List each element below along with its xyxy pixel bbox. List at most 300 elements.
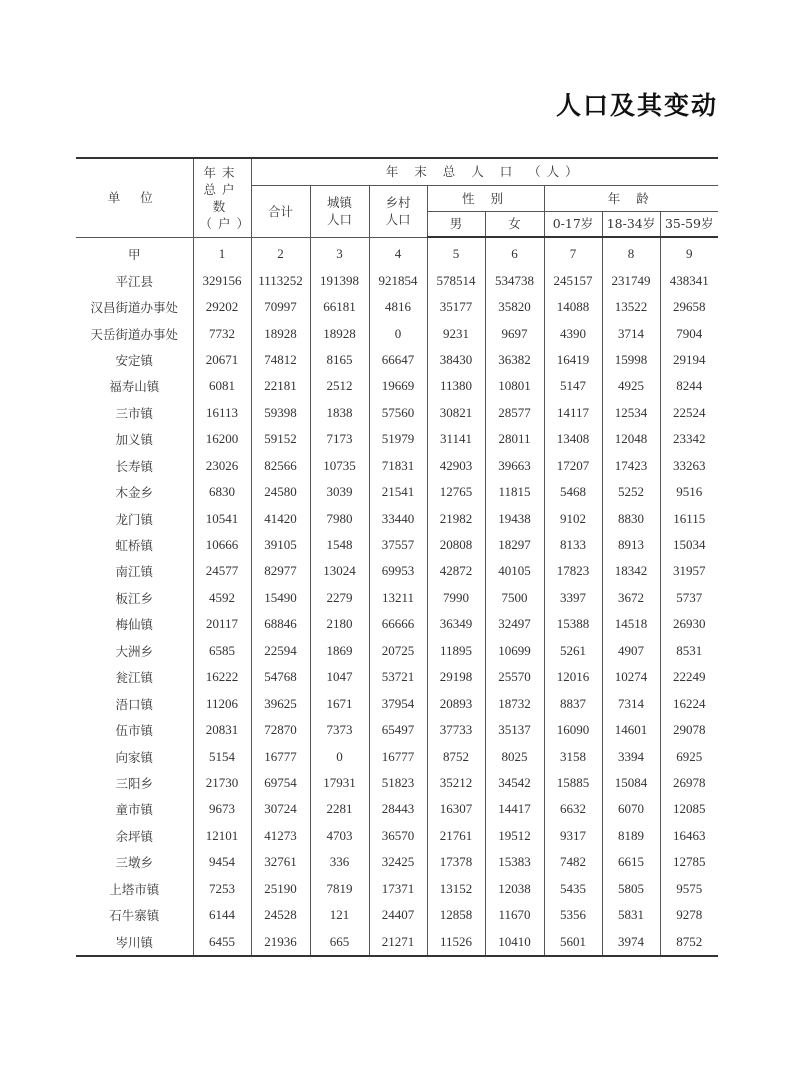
table-row xyxy=(76,690,718,716)
value-cell: 41420 xyxy=(251,505,310,531)
value-cell: 20671 xyxy=(193,347,251,373)
value-cell: 1838 xyxy=(310,400,369,426)
value-cell: 12534 xyxy=(602,400,660,426)
value-cell: 82977 xyxy=(251,558,310,584)
table-row xyxy=(76,267,718,293)
value-cell: 15490 xyxy=(251,585,310,611)
value-cell: 21936 xyxy=(251,928,310,955)
unit-name-cell: 长寿镇 xyxy=(115,458,153,474)
value-cell: 21761 xyxy=(427,823,485,849)
value-cell: 8133 xyxy=(544,532,602,558)
header-male: 男 xyxy=(427,211,485,237)
value-cell: 2180 xyxy=(310,611,369,637)
value-cell: 17423 xyxy=(602,453,660,479)
value-cell: 4925 xyxy=(602,373,660,399)
value-cell: 9231 xyxy=(427,320,485,346)
value-cell: 9317 xyxy=(544,823,602,849)
value-cell: 72870 xyxy=(251,717,310,743)
value-cell: 7904 xyxy=(660,320,718,346)
header-total: 合计 xyxy=(251,185,310,237)
value-cell: 4592 xyxy=(193,585,251,611)
table-row xyxy=(76,532,718,558)
page-title: 人口及其变动 xyxy=(555,91,718,120)
table-row xyxy=(76,664,718,690)
value-cell: 33440 xyxy=(369,505,427,531)
value-cell: 7980 xyxy=(310,505,369,531)
value-cell: 8837 xyxy=(544,690,602,716)
value-cell: 26978 xyxy=(660,770,718,796)
value-cell: 6925 xyxy=(660,743,718,769)
value-cell: 51979 xyxy=(369,426,427,452)
value-cell: 7990 xyxy=(427,585,485,611)
value-cell: 59152 xyxy=(251,426,310,452)
value-cell: 6070 xyxy=(602,796,660,822)
value-cell: 245157 xyxy=(544,267,602,293)
table-row xyxy=(76,347,718,373)
value-cell: 37954 xyxy=(369,690,427,716)
value-cell: 8830 xyxy=(602,505,660,531)
table-row xyxy=(76,611,718,637)
value-cell: 6830 xyxy=(193,479,251,505)
table-row xyxy=(76,558,718,584)
value-cell: 18297 xyxy=(485,532,544,558)
value-cell: 22249 xyxy=(660,664,718,690)
header-unit: 单 位 xyxy=(76,158,193,237)
value-cell: 5 xyxy=(427,237,485,267)
value-cell: 29202 xyxy=(193,294,251,320)
value-cell: 35137 xyxy=(485,717,544,743)
value-cell: 8752 xyxy=(427,743,485,769)
value-cell: 23342 xyxy=(660,426,718,452)
unit-name-cell: 板江乡 xyxy=(115,590,153,606)
value-cell: 57560 xyxy=(369,400,427,426)
value-cell: 15034 xyxy=(660,532,718,558)
value-cell: 13211 xyxy=(369,585,427,611)
table-row xyxy=(76,453,718,479)
value-cell: 32425 xyxy=(369,849,427,875)
value-cell: 16777 xyxy=(369,743,427,769)
value-cell: 51823 xyxy=(369,770,427,796)
value-cell: 231749 xyxy=(602,267,660,293)
value-cell: 12101 xyxy=(193,823,251,849)
value-cell: 21541 xyxy=(369,479,427,505)
value-cell: 3672 xyxy=(602,585,660,611)
value-cell: 3039 xyxy=(310,479,369,505)
value-cell: 31957 xyxy=(660,558,718,584)
value-cell: 6144 xyxy=(193,902,251,928)
value-cell: 9102 xyxy=(544,505,602,531)
value-cell: 121 xyxy=(310,902,369,928)
value-cell: 20725 xyxy=(369,638,427,664)
value-cell: 5805 xyxy=(602,876,660,902)
value-cell: 20808 xyxy=(427,532,485,558)
value-cell: 39105 xyxy=(251,532,310,558)
value-cell: 16115 xyxy=(660,505,718,531)
value-cell: 8165 xyxy=(310,347,369,373)
value-cell: 26930 xyxy=(660,611,718,637)
value-cell: 12858 xyxy=(427,902,485,928)
value-cell: 82566 xyxy=(251,453,310,479)
unit-name-cell: 南江镇 xyxy=(115,564,153,580)
value-cell: 11380 xyxy=(427,373,485,399)
value-cell: 39663 xyxy=(485,453,544,479)
unit-name-cell: 伍市镇 xyxy=(115,723,153,739)
value-cell: 5435 xyxy=(544,876,602,902)
value-cell: 3158 xyxy=(544,743,602,769)
value-cell: 42872 xyxy=(427,558,485,584)
value-cell: 13408 xyxy=(544,426,602,452)
value-cell: 35177 xyxy=(427,294,485,320)
value-cell: 438341 xyxy=(660,267,718,293)
value-cell: 25570 xyxy=(485,664,544,690)
header-urban: 城镇人口 xyxy=(310,185,369,237)
value-cell: 32761 xyxy=(251,849,310,875)
value-cell: 5252 xyxy=(602,479,660,505)
value-cell: 9697 xyxy=(485,320,544,346)
value-cell: 1548 xyxy=(310,532,369,558)
value-cell: 10801 xyxy=(485,373,544,399)
unit-name-cell: 上塔市镇 xyxy=(109,881,160,897)
value-cell: 28011 xyxy=(485,426,544,452)
value-cell: 4703 xyxy=(310,823,369,849)
value-cell: 1869 xyxy=(310,638,369,664)
value-cell: 30821 xyxy=(427,400,485,426)
value-cell: 7173 xyxy=(310,426,369,452)
value-cell: 24577 xyxy=(193,558,251,584)
value-cell: 2279 xyxy=(310,585,369,611)
value-cell: 4907 xyxy=(602,638,660,664)
value-cell: 70997 xyxy=(251,294,310,320)
unit-name-cell: 安定镇 xyxy=(115,352,153,368)
value-cell: 25190 xyxy=(251,876,310,902)
value-cell: 5601 xyxy=(544,928,602,955)
header-rural: 乡村人口 xyxy=(369,185,427,237)
value-cell: 36349 xyxy=(427,611,485,637)
value-cell: 32497 xyxy=(485,611,544,637)
value-cell: 18342 xyxy=(602,558,660,584)
value-cell: 534738 xyxy=(485,267,544,293)
value-cell: 69953 xyxy=(369,558,427,584)
value-cell: 9 xyxy=(660,237,718,267)
value-cell: 13522 xyxy=(602,294,660,320)
value-cell: 66666 xyxy=(369,611,427,637)
value-cell: 20117 xyxy=(193,611,251,637)
value-cell: 7253 xyxy=(193,876,251,902)
value-cell: 16307 xyxy=(427,796,485,822)
value-cell: 6 xyxy=(485,237,544,267)
value-cell: 14601 xyxy=(602,717,660,743)
header-sex-group: 性 别 xyxy=(427,185,544,211)
unit-name-cell: 福寿山镇 xyxy=(109,379,160,395)
value-cell: 8752 xyxy=(660,928,718,955)
unit-name-cell: 木金乡 xyxy=(115,485,153,501)
value-cell: 10735 xyxy=(310,453,369,479)
value-cell: 1 xyxy=(193,237,251,267)
unit-name-cell: 童市镇 xyxy=(115,802,153,818)
value-cell: 7732 xyxy=(193,320,251,346)
value-cell: 191398 xyxy=(310,267,369,293)
value-cell: 29078 xyxy=(660,717,718,743)
value-cell: 15998 xyxy=(602,347,660,373)
value-cell: 19512 xyxy=(485,823,544,849)
value-cell: 35820 xyxy=(485,294,544,320)
unit-name-cell: 石牛寨镇 xyxy=(109,908,160,924)
value-cell: 8531 xyxy=(660,638,718,664)
value-cell: 9516 xyxy=(660,479,718,505)
unit-name-cell: 岑川镇 xyxy=(115,934,153,950)
value-cell: 4 xyxy=(369,237,427,267)
value-cell: 5154 xyxy=(193,743,251,769)
value-cell: 74812 xyxy=(251,347,310,373)
value-cell: 22181 xyxy=(251,373,310,399)
value-cell: 17823 xyxy=(544,558,602,584)
value-cell: 31141 xyxy=(427,426,485,452)
value-cell: 0 xyxy=(310,743,369,769)
header-age-18-34: 18-34岁 xyxy=(602,211,660,237)
value-cell: 10274 xyxy=(602,664,660,690)
value-cell: 15383 xyxy=(485,849,544,875)
value-cell: 16222 xyxy=(193,664,251,690)
value-cell: 16113 xyxy=(193,400,251,426)
table-row xyxy=(76,823,718,849)
value-cell: 19438 xyxy=(485,505,544,531)
value-cell: 14088 xyxy=(544,294,602,320)
table-row xyxy=(76,373,718,399)
value-cell: 9575 xyxy=(660,876,718,902)
value-cell: 12048 xyxy=(602,426,660,452)
unit-name-cell: 余坪镇 xyxy=(115,828,153,844)
table-row xyxy=(76,717,718,743)
value-cell: 7314 xyxy=(602,690,660,716)
value-cell: 6632 xyxy=(544,796,602,822)
value-cell: 28443 xyxy=(369,796,427,822)
value-cell: 578514 xyxy=(427,267,485,293)
value-cell: 29658 xyxy=(660,294,718,320)
population-table xyxy=(76,157,718,957)
value-cell: 10541 xyxy=(193,505,251,531)
value-cell: 23026 xyxy=(193,453,251,479)
unit-name-cell: 龙门镇 xyxy=(115,511,153,527)
table-row xyxy=(76,928,718,955)
value-cell: 21982 xyxy=(427,505,485,531)
value-cell: 14518 xyxy=(602,611,660,637)
value-cell: 1113252 xyxy=(251,267,310,293)
value-cell: 39625 xyxy=(251,690,310,716)
value-cell: 5737 xyxy=(660,585,718,611)
value-cell: 15388 xyxy=(544,611,602,637)
value-cell: 16463 xyxy=(660,823,718,849)
unit-name-cell: 平江县 xyxy=(115,273,153,289)
table-row xyxy=(76,320,718,346)
value-cell: 15084 xyxy=(602,770,660,796)
value-cell: 11206 xyxy=(193,690,251,716)
value-cell: 6615 xyxy=(602,849,660,875)
value-cell: 5468 xyxy=(544,479,602,505)
value-cell: 8913 xyxy=(602,532,660,558)
value-cell: 14417 xyxy=(485,796,544,822)
value-cell: 11815 xyxy=(485,479,544,505)
value-cell: 7 xyxy=(544,237,602,267)
value-cell: 17378 xyxy=(427,849,485,875)
table-row xyxy=(76,426,718,452)
value-cell: 17371 xyxy=(369,876,427,902)
table-row xyxy=(76,237,718,267)
value-cell: 9454 xyxy=(193,849,251,875)
value-cell: 5356 xyxy=(544,902,602,928)
value-cell: 68846 xyxy=(251,611,310,637)
table-row xyxy=(76,400,718,426)
value-cell: 65497 xyxy=(369,717,427,743)
value-cell: 17207 xyxy=(544,453,602,479)
header-age-0-17: 0-17岁 xyxy=(544,211,602,237)
header-age-group: 年 龄 xyxy=(544,185,718,211)
value-cell: 21271 xyxy=(369,928,427,955)
value-cell: 66647 xyxy=(369,347,427,373)
value-cell: 53721 xyxy=(369,664,427,690)
value-cell: 30724 xyxy=(251,796,310,822)
value-cell: 14117 xyxy=(544,400,602,426)
value-cell: 20831 xyxy=(193,717,251,743)
value-cell: 69754 xyxy=(251,770,310,796)
value-cell: 29198 xyxy=(427,664,485,690)
value-cell: 921854 xyxy=(369,267,427,293)
value-cell: 54768 xyxy=(251,664,310,690)
unit-name-cell: 加义镇 xyxy=(115,432,153,448)
value-cell: 665 xyxy=(310,928,369,955)
value-cell: 24407 xyxy=(369,902,427,928)
value-cell: 38430 xyxy=(427,347,485,373)
value-cell: 15885 xyxy=(544,770,602,796)
value-cell: 33263 xyxy=(660,453,718,479)
value-cell: 12785 xyxy=(660,849,718,875)
value-cell: 2512 xyxy=(310,373,369,399)
value-cell: 10699 xyxy=(485,638,544,664)
table-body xyxy=(76,237,718,956)
value-cell: 13152 xyxy=(427,876,485,902)
unit-name-cell: 浯口镇 xyxy=(115,696,153,712)
value-cell: 8 xyxy=(602,237,660,267)
unit-name-cell: 虹桥镇 xyxy=(115,538,153,554)
value-cell: 22524 xyxy=(660,400,718,426)
value-cell: 4816 xyxy=(369,294,427,320)
value-cell: 12016 xyxy=(544,664,602,690)
value-cell: 11526 xyxy=(427,928,485,955)
value-cell: 7819 xyxy=(310,876,369,902)
value-cell: 28577 xyxy=(485,400,544,426)
value-cell: 8025 xyxy=(485,743,544,769)
value-cell: 10410 xyxy=(485,928,544,955)
value-cell: 59398 xyxy=(251,400,310,426)
value-cell: 2 xyxy=(251,237,310,267)
value-cell: 7500 xyxy=(485,585,544,611)
value-cell: 18928 xyxy=(251,320,310,346)
value-cell: 1047 xyxy=(310,664,369,690)
value-cell: 34542 xyxy=(485,770,544,796)
table-row xyxy=(76,796,718,822)
value-cell: 35212 xyxy=(427,770,485,796)
value-cell: 3397 xyxy=(544,585,602,611)
header-population-group: 年 末 总 人 口 （人） xyxy=(251,158,718,185)
unit-name-cell: 三市镇 xyxy=(115,405,153,421)
header-age-35-59: 35-59岁 xyxy=(660,211,718,237)
value-cell: 6455 xyxy=(193,928,251,955)
value-cell: 5831 xyxy=(602,902,660,928)
value-cell: 17931 xyxy=(310,770,369,796)
unit-name-cell: 汉昌街道办事处 xyxy=(90,300,178,316)
unit-name-cell: 大洲乡 xyxy=(115,643,153,659)
value-cell: 3394 xyxy=(602,743,660,769)
unit-name-cell: 梅仙镇 xyxy=(115,617,153,633)
value-cell: 3714 xyxy=(602,320,660,346)
table-row xyxy=(76,505,718,531)
value-cell: 16419 xyxy=(544,347,602,373)
value-cell: 12765 xyxy=(427,479,485,505)
value-cell: 18928 xyxy=(310,320,369,346)
value-cell: 36382 xyxy=(485,347,544,373)
table-row xyxy=(76,479,718,505)
value-cell: 6081 xyxy=(193,373,251,399)
table-header xyxy=(76,158,718,237)
value-cell: 19669 xyxy=(369,373,427,399)
value-cell: 0 xyxy=(369,320,427,346)
table-row xyxy=(76,849,718,875)
value-cell: 18732 xyxy=(485,690,544,716)
value-cell: 3974 xyxy=(602,928,660,955)
value-cell: 11895 xyxy=(427,638,485,664)
value-cell: 329156 xyxy=(193,267,251,293)
value-cell: 13024 xyxy=(310,558,369,584)
value-cell: 12085 xyxy=(660,796,718,822)
value-cell: 5261 xyxy=(544,638,602,664)
unit-name-cell: 瓮江镇 xyxy=(115,670,153,686)
unit-name-cell: 三阳乡 xyxy=(115,775,153,791)
table-row xyxy=(76,638,718,664)
value-cell: 36570 xyxy=(369,823,427,849)
value-cell: 8244 xyxy=(660,373,718,399)
value-cell: 37557 xyxy=(369,532,427,558)
value-cell: 66181 xyxy=(310,294,369,320)
value-cell: 7373 xyxy=(310,717,369,743)
value-cell: 42903 xyxy=(427,453,485,479)
unit-name-cell: 向家镇 xyxy=(115,749,153,765)
header-households: 年末总户数（户） xyxy=(193,158,251,237)
value-cell: 71831 xyxy=(369,453,427,479)
value-cell: 20893 xyxy=(427,690,485,716)
value-cell: 2281 xyxy=(310,796,369,822)
table-row xyxy=(76,902,718,928)
value-cell: 4390 xyxy=(544,320,602,346)
value-cell: 22594 xyxy=(251,638,310,664)
value-cell: 21730 xyxy=(193,770,251,796)
value-cell: 11670 xyxy=(485,902,544,928)
value-cell: 24528 xyxy=(251,902,310,928)
table-row xyxy=(76,294,718,320)
table-row xyxy=(76,876,718,902)
unit-name-cell: 甲 xyxy=(127,246,141,262)
value-cell: 16777 xyxy=(251,743,310,769)
value-cell: 37733 xyxy=(427,717,485,743)
value-cell: 16090 xyxy=(544,717,602,743)
value-cell: 5147 xyxy=(544,373,602,399)
value-cell: 6585 xyxy=(193,638,251,664)
value-cell: 9673 xyxy=(193,796,251,822)
value-cell: 10666 xyxy=(193,532,251,558)
value-cell: 16200 xyxy=(193,426,251,452)
value-cell: 9278 xyxy=(660,902,718,928)
value-cell: 3 xyxy=(310,237,369,267)
value-cell: 1671 xyxy=(310,690,369,716)
value-cell: 8189 xyxy=(602,823,660,849)
